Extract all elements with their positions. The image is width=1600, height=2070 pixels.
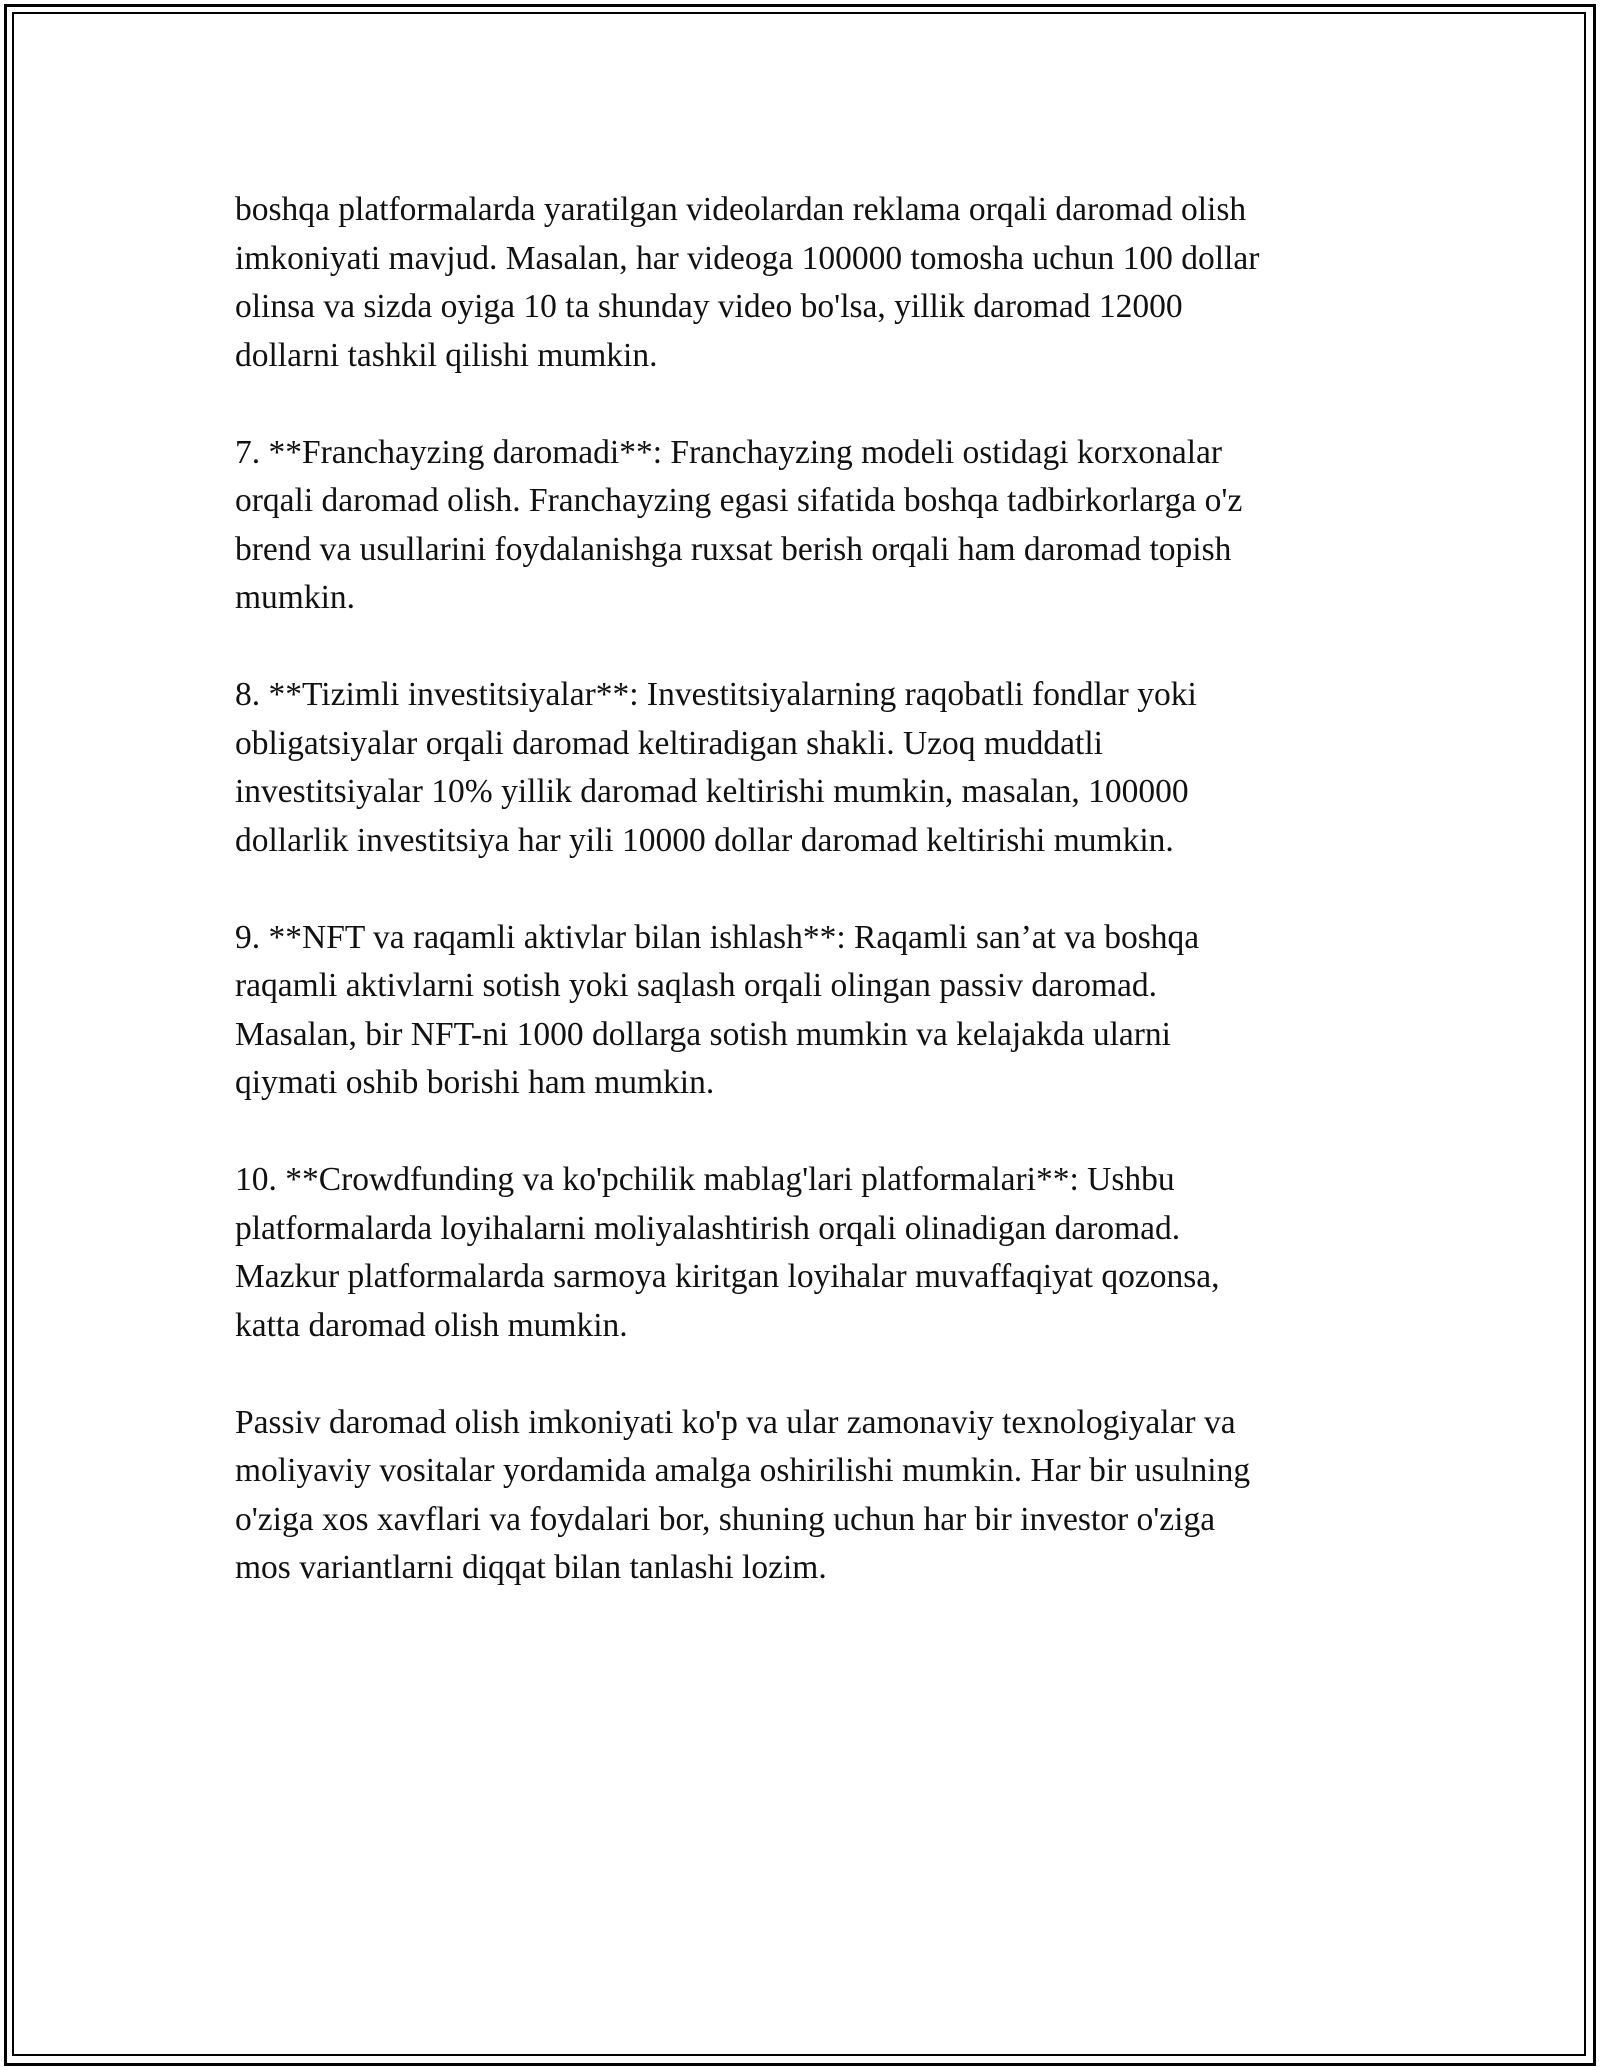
paragraph-conclusion: Passiv daromad olish imkoniyati ko'p va ular zamonaviy texnologiyalar va moliyaviy vositalar yordamida amalga oshirilishi mumkin. Har bir usulning o'ziga xos xavflari va foydalari bor, shuning uchun har bir investor o'ziga mos variantlarni diqqat bilan tanlashi lozim.: [235, 1403, 1251, 1586]
document-body: [235, 186, 1375, 1593]
paragraph-item-9-nft-digital-assets: 9. **NFT va raqamli aktivlar bilan ishlash**: Raqamli san’at va boshqa raqamli aktivlarni sotish yoki saqlash orqali olingan passiv daromad. Masalan, bir NFT-ni 1000 dollarga sotish mumkin va kelajakda ularni qiymati oshib borishi ham mumkin.: [235, 918, 1200, 1101]
paragraph-video-ads-continued: boshqa platformalarda yaratilgan videolardan reklama orqali daromad olish imkoniyati mavjud. Masalan, har videoga 100000 tomosha uchun 100 dollar olinsa va sizda oyiga 10 ta shunday video bo'lsa, yillik daromad 12000 dollarni tashkil qilishi mumkin.: [235, 191, 1260, 374]
paragraph-item-8-systematic-investments: 8. **Tizimli investitsiyalar**: Investitsiyalarning raqobatli fondlar yoki obligatsiyalar orqali daromad keltiradigan shakli. Uzoq muddatli investitsiyalar 10% yillik daromad keltirishi mumkin, masalan, 100000 dollarlik investitsiya har yili 10000 dollar daromad keltirishi mumkin.: [235, 676, 1197, 859]
paragraph-item-7-franchising: 7. **Franchayzing daromadi**: Franchayzing modeli ostidagi korxonalar orqali daromad olish. Franchayzing egasi sifatida boshqa tadbirkorlarga o'z brend va usullarini foydalanishga ruxsat berish orqali ham daromad topish mumkin.: [235, 433, 1243, 616]
paragraph-item-10-crowdfunding: 10. **Crowdfunding va ko'pchilik mablag'lari platformalari**: Ushbu platformalarda loyihalarni moliyalashtirish orqali olinadigan daromad. Mazkur platformalarda sarmoya kiritgan loyihalar muvaffaqiyat qozonsa, katta daromad olish mumkin.: [235, 1161, 1220, 1344]
